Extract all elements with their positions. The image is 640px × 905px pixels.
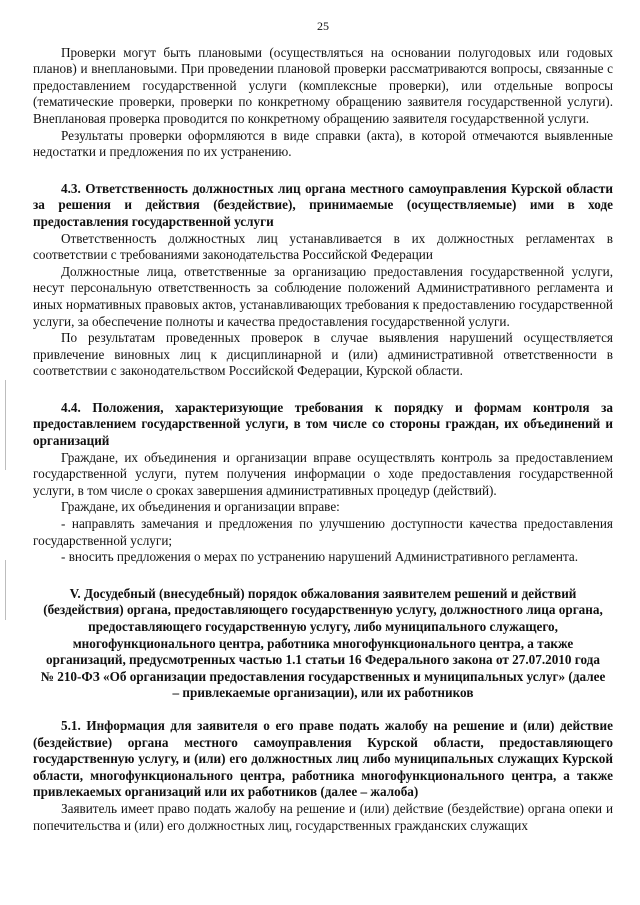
document-page xyxy=(33,18,613,834)
list-item: - направлять замечания и предложения по улучшению доступности качества предоставления государственной услуги; xyxy=(33,516,613,548)
section-heading-5: V. Досудебный (внесудебный) порядок обжалования заявителем решений и действий (бездействия) органа, предоставляющего государственную услугу, должностного лица органа, предоставляющего государственную услугу, либо муниципального служащего, многофункционального центра, работника многофункционального центра, а также организаций, предусмотренных частью 1.1 статьи 16 Федерального закона от 27.07.2010 года № 210-ФЗ «Об организации предоставления государственных и муниципальных услуг» (далее – привлекаемые организации), или их работников xyxy=(40,585,606,701)
paragraph: Результаты проверки оформляются в виде справки (акта), в которой отмечаются выявленные недостатки и предложения по их устранению. xyxy=(33,127,613,160)
section-heading-4-3: 4.3. Ответственность должностных лиц органа местного самоуправления Курской области за решения и действия (бездействие), принимаемые (осуществляемые) ими в ходе предоставления государственной услуги xyxy=(33,180,613,229)
paragraph: Граждане, их объединения и организации вправе осуществлять контроль за предоставлением государственной услуги, путем получения информации о ходе предоставления государственной услуги, в том числе о сроках завершения административных процедур (действий). xyxy=(33,449,613,498)
paragraph: По результатам проведенных проверок в случае выявления нарушений осуществляется привлечение виновных лиц к дисциплинарной и (или) административной ответственности в соответствии с законодательством Российской Федерации, Курской области. xyxy=(33,330,613,379)
paragraph: Ответственность должностных лиц устанавливается в их должностных регламентах в соответствии с требованиями законодательства Российской Федерации xyxy=(33,230,613,263)
page-number: 25 xyxy=(317,19,329,33)
paragraph: Заявитель имеет право подать жалобу на решение и (или) действие (бездействие) органа опеки и попечительства и (или) его должностных лиц, государственных гражданских служащих xyxy=(33,800,613,833)
scan-margin-mark xyxy=(5,380,6,470)
scan-margin-mark xyxy=(5,560,6,620)
section-heading-4-4: 4.4. Положения, характеризующие требования к порядку и формам контроля за предоставлением государственной услуги, в том числе со стороны граждан, их объединений и организаций xyxy=(33,399,613,449)
list-item: - вносить предложения о мерах по устранению нарушений Административного регламента. xyxy=(61,549,579,565)
paragraph: Граждане, их объединения и организации вправе: xyxy=(61,499,340,515)
section-heading-5-1: 5.1. Информация для заявителя о его праве подать жалобу на решение и (или) действие (бездействие) органа местного самоуправления Курской области, предоставляющего государственную услугу, и (или) его должностных лиц либо муниципальных служащих Курской области, многофункционального центра, работника многофункционального центра, а также привлекаемых организаций или их работников (далее – жалоба) xyxy=(33,717,613,800)
paragraph: Должностные лица, ответственные за организацию предоставления государственной услуги, несут персональную ответственность за соблюдение положений Административного регламента и иных нормативных правовых актов, устанавливающих требования к предоставлению государственной услуги, за обеспечение полноты и качества предоставления государственной услуги. xyxy=(33,263,613,329)
paragraph: Проверки могут быть плановыми (осуществляться на основании полугодовых или годовых планов) и внеплановыми. При проведении плановой проверки рассматриваются вопросы, связанные с предоставлением государственной услуги (комплексные проверки), или отдельные вопросы (тематические проверки, проверки по конкретному обращению заявителя государственной услуги). Внеплановая проверка проводится по конкретному обращению заявителя государственной услуги. xyxy=(33,44,613,126)
